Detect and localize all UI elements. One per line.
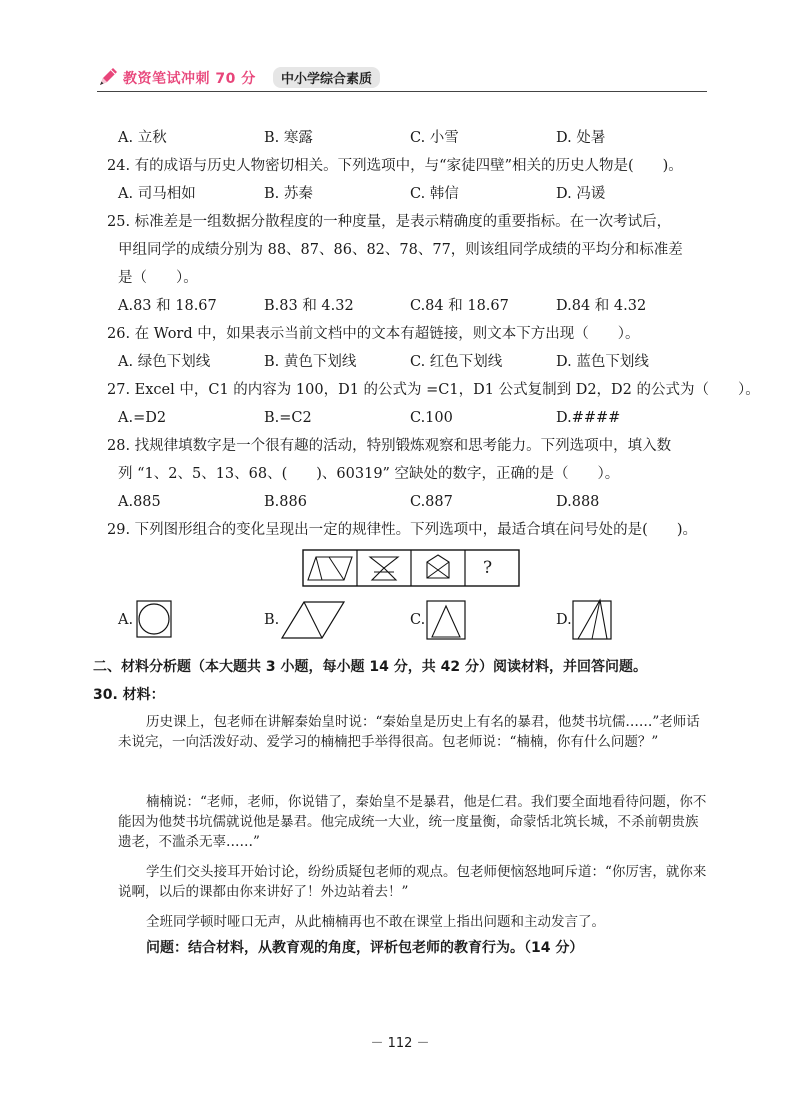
q23-option-b: B. 寒露 (264, 130, 313, 146)
q23-option-a: A. 立秋 (118, 130, 167, 146)
q28-option-d: D.888 (556, 494, 600, 510)
q29-option-b-label: B. (264, 612, 280, 628)
q29-option-c-label: C. (410, 612, 426, 628)
q29-option-d-figure (572, 598, 614, 640)
material-paragraph-1: 历史课上，包老师在讲解秦始皇时说：“秦始皇是历史上有名的暴君，他焚书坑儒……”老师话未说完，一向活泼好动、爱学习的楠楠把手举得很高。包老师说：“楠楠，你有什么问题？” (118, 714, 700, 750)
page-header (97, 66, 707, 92)
q30-question: 问题：结合材料，从教育观的角度，评析包老师的教育行为。（14 分） (146, 940, 584, 956)
q26-option-b: B. 黄色下划线 (264, 354, 357, 370)
q25-stem-line2: 甲组同学的成绩分别为 88、87、86、82、78、77，则该组同学成绩的平均分和标准差 (118, 242, 683, 258)
q29-option-d-label: D. (556, 612, 572, 628)
q28-option-c: C.887 (410, 494, 453, 510)
q24-option-c: C. 韩信 (410, 186, 459, 202)
q23-option-c: C. 小雪 (410, 130, 459, 146)
q26-option-a: A. 绿色下划线 (118, 354, 211, 370)
q25-stem-line3: 是（ ）。 (118, 270, 198, 286)
q23-option-d: D. 处暑 (556, 130, 606, 146)
q29-stem: 29. 下列图形组合的变化呈现出一定的规律性。下列选项中，最适合填在问号处的是( )。 (107, 522, 697, 538)
q24-option-a: A. 司马相如 (118, 186, 196, 202)
q24-option-d: D. 冯谖 (556, 186, 606, 202)
page-number: － 112 － (370, 1036, 430, 1051)
q26-option-c: C. 红色下划线 (410, 354, 503, 370)
pattern-cell-1 (308, 557, 352, 580)
pattern-cell-2 (370, 557, 398, 580)
q25-stem-line1: 25. 标准差是一组数据分散程度的一种度量，是表示精确度的重要指标。在一次考试后， (107, 214, 672, 230)
header-rule (97, 91, 707, 92)
q28-option-b: B.886 (264, 494, 307, 510)
pencil-icon (97, 66, 119, 88)
q29-question-mark: ? (483, 558, 493, 578)
q25-option-a: A.83 和 18.67 (118, 298, 217, 314)
q24-stem: 24. 有的成语与历史人物密切相关。下列选项中，与“家徒四壁”相关的历史人物是( )。 (107, 158, 683, 174)
q28-stem-line1: 28. 找规律填数字是一个很有趣的活动，特别锻炼观察和思考能力。下列选项中，填入数 (107, 438, 672, 454)
q26-stem: 26. 在 Word 中，如果表示当前文档中的文本有超链接，则文本下方出现（ ）。 (107, 326, 640, 342)
q26-option-d: D. 蓝色下划线 (556, 354, 649, 370)
q27-option-c: C.100 (410, 410, 453, 426)
header-badge: 中小学综合素质 (273, 67, 380, 88)
q25-option-d: D.84 和 4.32 (556, 298, 647, 314)
section2-heading: 二、材料分析题（本大题共 3 小题，每小题 14 分，共 42 分）阅读材料，并回答问题。 (93, 659, 647, 675)
q27-stem: 27. Excel 中，C1 的内容为 100，D1 的公式为 =C1，D1 公式复制到 D2，D2 的公式为（ ）。 (107, 382, 760, 398)
q29-option-a-label: A. (118, 612, 134, 628)
material-paragraph-4: 全班同学顿时哑口无声，从此楠楠再也不敢在课堂上指出问题和主动发言了。 (146, 914, 605, 930)
material-paragraph-3: 学生们交头接耳开始讨论，纷纷质疑包老师的观点。包老师便恼怒地呵斥道：“你厉害，就你来说啊，以后的课都由你来讲好了！外边站着去！” (118, 864, 707, 900)
q24-option-b: B. 苏秦 (264, 186, 313, 202)
q27-option-b: B.=C2 (264, 410, 312, 426)
q28-option-a: A.885 (118, 494, 161, 510)
q28-stem-line2: 列 “1、2、5、13、68、( )、60319” 空缺处的数字，正确的是（ ）。 (118, 466, 620, 482)
pattern-cell-3 (427, 555, 449, 578)
q29-option-a-figure (136, 600, 172, 638)
q25-option-c: C.84 和 18.67 (410, 298, 509, 314)
q29-option-b-figure (280, 600, 346, 640)
q27-option-d: D.#### (556, 410, 621, 426)
q27-option-a: A.=D2 (118, 410, 167, 426)
q25-option-b: B.83 和 4.32 (264, 298, 354, 314)
q30-label: 30. 材料： (93, 687, 165, 703)
material-paragraph-2: 楠楠说：“老师，老师，你说错了，秦始皇不是暴君，他是仁君。我们要全面地看待问题，你不能因为他焚书坑儒就说他是暴君。他完成统一大业，统一度量衡，命蒙恬北筑长城，不杀前朝贵族遗老，不滥杀无辜……” (118, 794, 707, 850)
q29-option-c-figure (426, 600, 466, 640)
header-title: 教资笔试冲刺 70 分 (123, 71, 256, 87)
